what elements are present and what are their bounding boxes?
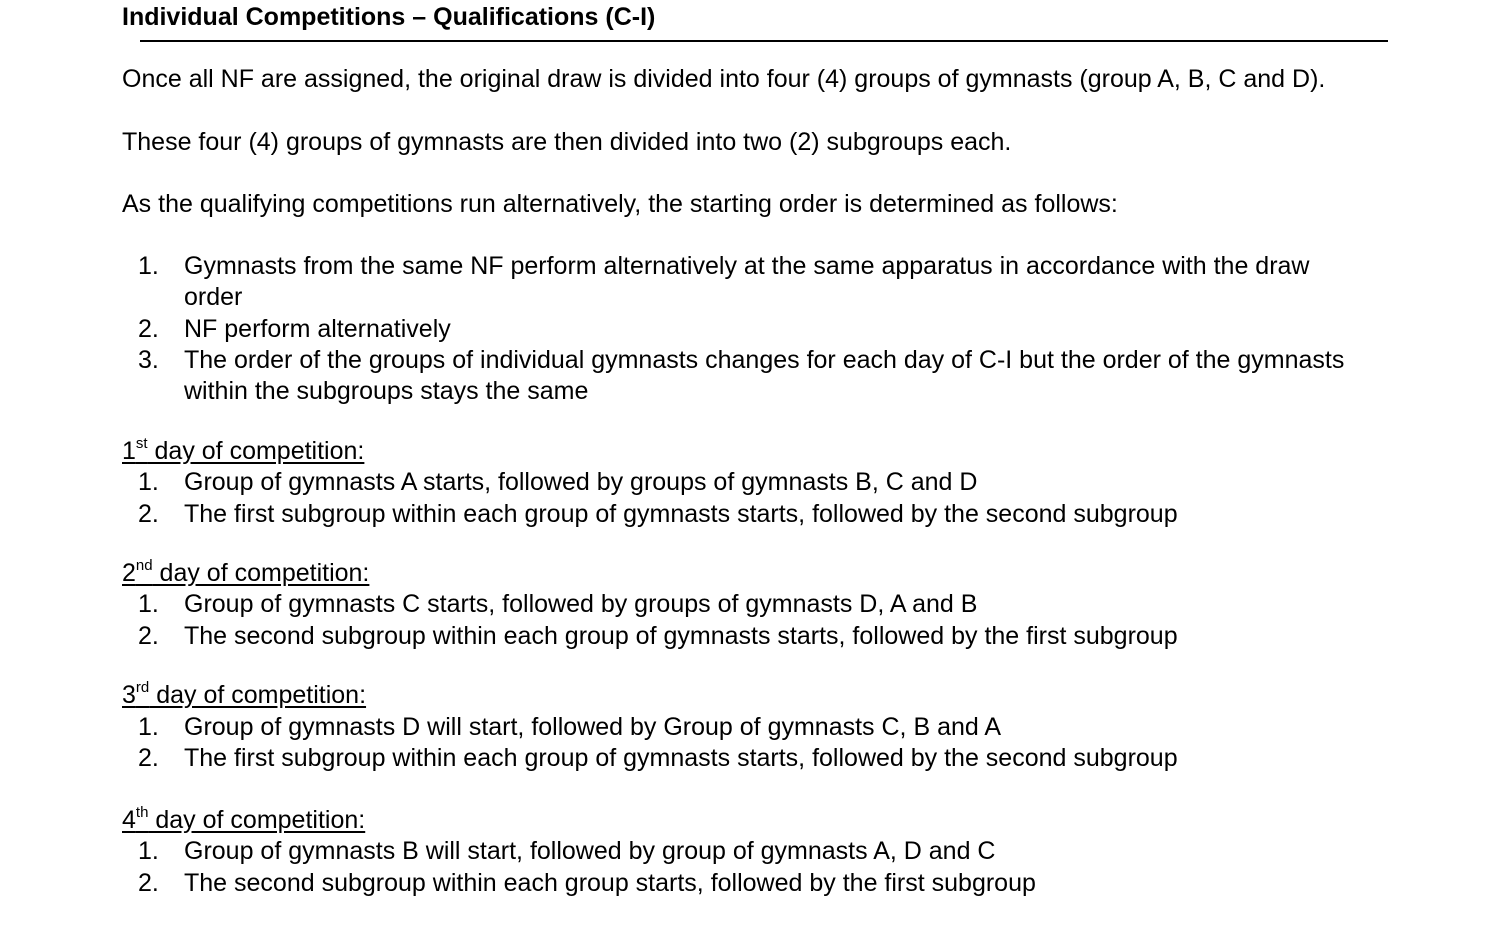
list-text: The second subgroup within each group of gymnasts starts, followed by the first subgroup [184,622,1178,650]
list-number: 1. [138,713,159,741]
list-text: The order of the groups of individual gymnasts changes for each day of C-I but the order of the gymnasts within the subgroups stays the same [184,346,1345,405]
day-number: 3 [122,681,136,709]
rule-item-3 [138,345,1368,407]
day-4-heading [122,805,365,836]
list-text: The first subgroup within each group of gymnasts starts, followed by the second subgroup [184,500,1178,528]
day-4-item-1 [138,836,1368,867]
day-3-item-2 [138,743,1368,774]
day-number: 2 [122,559,136,587]
intro-paragraph-subgroups: These four (4) groups of gymnasts are then divided into two (2) subgroups each. [122,128,1012,156]
ordinal-suffix: rd [135,678,150,696]
day-label: day of competition: [152,559,370,587]
day-2-heading [122,558,369,589]
heading-rule [140,40,1388,42]
day-number: 4 [122,806,136,834]
intro-paragraph-order: As the qualifying competitions run alternatively, the starting order is determined as follows: [122,190,1118,218]
day-2-item-2 [138,621,1368,652]
day-4-item-2 [138,868,1368,899]
day-number: 1 [122,437,136,465]
list-number: 2. [138,744,159,772]
list-text: Group of gymnasts C starts, followed by groups of gymnasts D, A and B [184,590,978,618]
rule-item-1 [138,251,1368,313]
list-number: 1. [138,837,159,865]
list-number: 2. [138,622,159,650]
day-1-heading [122,436,364,467]
list-number: 2. [138,315,159,343]
list-text: The first subgroup within each group of gymnasts starts, followed by the second subgroup [184,744,1178,772]
day-1-item-1 [138,467,1368,498]
day-label: day of competition: [149,681,367,709]
list-text: The second subgroup within each group starts, followed by the first subgroup [184,869,1036,897]
day-2-item-1 [138,589,1368,620]
day-label: day of competition: [147,437,365,465]
list-number: 2. [138,500,159,528]
list-text: Group of gymnasts D will start, followed by Group of gymnasts C, B and A [184,713,1002,741]
list-number: 1. [138,468,159,496]
list-number: 2. [138,869,159,897]
ordinal-suffix: nd [135,556,153,574]
day-1-item-2 [138,499,1368,530]
rule-item-2 [138,314,1368,345]
intro-paragraph-draw: Once all NF are assigned, the original draw is divided into four (4) groups of gymnasts (group A, B, C and D). [122,65,1326,93]
day-3-heading [122,680,366,711]
section-heading: Individual Competitions – Qualifications (C-I) [122,3,656,31]
list-text: Group of gymnasts B will start, followed by group of gymnasts A, D and C [184,837,996,865]
list-text: Group of gymnasts A starts, followed by groups of gymnasts B, C and D [184,468,978,496]
day-3-item-1 [138,712,1368,743]
ordinal-suffix: th [135,803,149,821]
list-text: Gymnasts from the same NF perform alternatively at the same apparatus in accordance with the draw order [184,252,1310,311]
list-text: NF perform alternatively [184,315,451,343]
ordinal-suffix: st [135,434,148,452]
list-number: 1. [138,590,159,618]
day-label: day of competition: [148,806,366,834]
list-number: 1. [138,252,159,280]
list-number: 3. [138,346,159,374]
